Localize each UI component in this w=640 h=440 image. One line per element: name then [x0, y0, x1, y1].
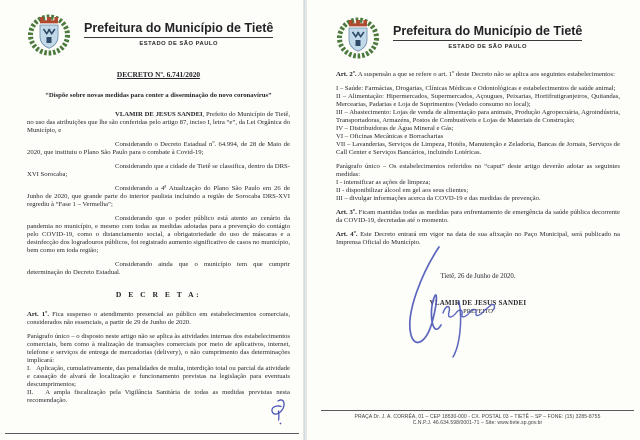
org-title: Prefeitura do Município de Tietê: [393, 24, 582, 41]
article-1-item-i: I. Aplicação, cumulativamente, das penalidades de multa, interdição total ou parcial da atividade e cassação de alvará de localização e funcionamento previstas na legislação para eventuais descumprimentos;: [27, 365, 290, 388]
initials-rubric-signature: [265, 398, 287, 428]
article-2-item-ii: II – Alimentação: Hipermercados, Supermercados, Açougues, Peixarias, Hortifrutigranjeiros, Quitandas, Mercearias, Padarias e Loja de Suprimentos (Vedado consumo no local);: [336, 93, 620, 108]
article-3: Art. 3º. Ficam mantidas todas as medidas para enfrentamento de emergência da saúde pública decorrente da COVID-19, decretadas até o momento.: [336, 209, 621, 224]
mayor-name-lead: VLAMIR DE JESUS SANDEI: [115, 111, 203, 118]
preamble-paragraph: VLAMIR DE JESUS SANDEI, Prefeito do Município de Tietê, no uso das atribuições que lhe são conferidas pelo artigo 87, inciso I, letra “e”, da Lei Orgânica do Município, e: [27, 111, 291, 134]
date-line: Tietê, 26 de Junho de 2020.: [440, 273, 516, 280]
measure-item-iii: III – divulgar informações acerca da COVD-19 e das medidas de prevenção.: [336, 195, 541, 202]
decree-page-2: [307, 0, 640, 440]
preamble-paragraph: Considerando que o poder público está atento ao cenário da pandemia no município, e mesmo com todas as medidas adotadas para a prevenção do contágio pelo COVID-19, como o distanciamento social, a obrigatoriedade do uso de máscaras e a desinfecção dos logradouros públicos, foi registrado aumento significativo de casos no município, bem como em toda região;: [27, 215, 290, 254]
decreta-heading: D E C R E T A:: [115, 290, 202, 299]
page-footer: [321, 410, 634, 427]
letterhead: [27, 10, 290, 56]
scan-artifact-line: [304, 0, 305, 440]
decree-page-1: [0, 0, 303, 440]
preamble-paragraph: Considerando que a cidade de Tietê se classifica, dentro da DRS-XVI Sorocaba;: [27, 163, 290, 178]
article-2-item-i: I – Saúde: Farmácias, Drogarias, Clínicas Médicas e Odontológicas e estabelecimentos de saúde animal;: [336, 85, 616, 92]
preamble-paragraph: Considerando a 4ª Atualização do Plano São Paulo em 26 de Junho de 2020, que grande parte do interior paulista incluindo a região de Sorocaba DRS-XVI regrediu à “Fase 1 – Vermelha”;: [27, 185, 290, 208]
org-subtitle: ESTADO DE SÃO PAULO: [139, 41, 218, 47]
decree-epigraph: “Dispõe sobre novas medidas para conter a disseminação do novo coronavírus”: [45, 92, 272, 99]
decree-number: DECRETO Nº. 6.741/2020: [116, 70, 201, 79]
article-1-item-ii: II. A ampla fiscalização pela Vigilância Sanitária de todas as medidas previstas nesta recomendação.: [27, 389, 290, 404]
footer-rule: [5, 433, 299, 434]
municipal-coat-of-arms-icon: [27, 10, 71, 56]
article-2: Art. 2º. A suspensão a que se refere o art. 1º deste Decreto não se aplica aos seguintes estabelecimentos:: [336, 71, 615, 78]
signer-name: VLAMIR DE JESUS SANDEI: [429, 300, 527, 307]
article-1-sole-paragraph: Parágrafo único – o disposto neste artigo não se aplica às atividades internas dos estabelecimentos comerciais, bem como à realização de transações comerciais por meio de aplicativos, internet, telefone e serviços de entrega de mercadorias (delivery), o não cumprimento das determinações implicará:: [27, 333, 290, 364]
measure-item-i: I - intensificar as ações de limpeza;: [336, 179, 431, 186]
measure-item-ii: II - disponibilizar álcool em gel aos seus clientes;: [336, 187, 469, 194]
letterhead-text: [393, 13, 582, 50]
article-4: Art. 4º. Este Decreto entrará em vigor na data de sua afixação no Paço Municipal, será publicado na Imprensa Oficial do Município.: [336, 231, 620, 246]
signer-title: PREFEITO: [463, 308, 493, 315]
municipal-coat-of-arms-icon: [336, 13, 380, 59]
article-2-item-iii: III – Abastecimento: Lojas de venda de alimentação para animais, Produção Agropecuária, Agroindústria, Transportadoras, Armazéns, Postos de Combustíveis e Lojas de Materiais de Construção;: [336, 109, 620, 124]
org-title: Prefeitura do Município de Tietê: [84, 21, 273, 38]
preamble-paragraph: Considerando ainda que o município tem que cumprir determinação do Decreto Estadual.: [27, 261, 290, 276]
org-subtitle: ESTADO DE SÃO PAULO: [448, 44, 527, 50]
footer-cnpj-site: C.N.P.J. 46.634.598/0001-71 – Site: www.tiete.sp.gov.br: [412, 420, 543, 427]
article-1: Art. 1º. Fica suspenso o atendimento presencial ao público em estabelecimentos comerciais, considerados não essenciais, a partir de 29 de Junho de 2020.: [27, 311, 290, 326]
article-2-sole-paragraph: Parágrafo único – Os estabelecimentos referidos no “caput” deste artigo deverão adotar as seguintes medidas:: [336, 163, 620, 178]
letterhead-text: [84, 10, 273, 47]
article-2-item-vii: VII – Lavanderias, Serviços de Limpeza, Hotéis, Manutenção e Zeladoria, Bancas de Jornais, Serviços de Call Center e Serviços Bancários, incluindo Lotéricas.: [336, 141, 620, 156]
preamble-paragraph: Considerando o Decreto Estadual nº. 64.994, de 28 de Maio de 2020, que instituiu o Plano São Paulo para o combate à Covid-19;: [27, 141, 290, 156]
footer-address: PRAÇA Dr. J. A. CORRÊA, 01 – CEP 18530-000 - CX. POSTAL 03 – TIETÊ – SP – FONE: (15) 3285-8755: [354, 414, 601, 420]
article-2-item-iv: IV – Distribuidoras de Água Mineral e Gás;: [336, 125, 454, 132]
letterhead: [336, 13, 620, 59]
article-2-item-vi: VI – Oficinas Mecânicas e Borracharias: [336, 133, 444, 140]
